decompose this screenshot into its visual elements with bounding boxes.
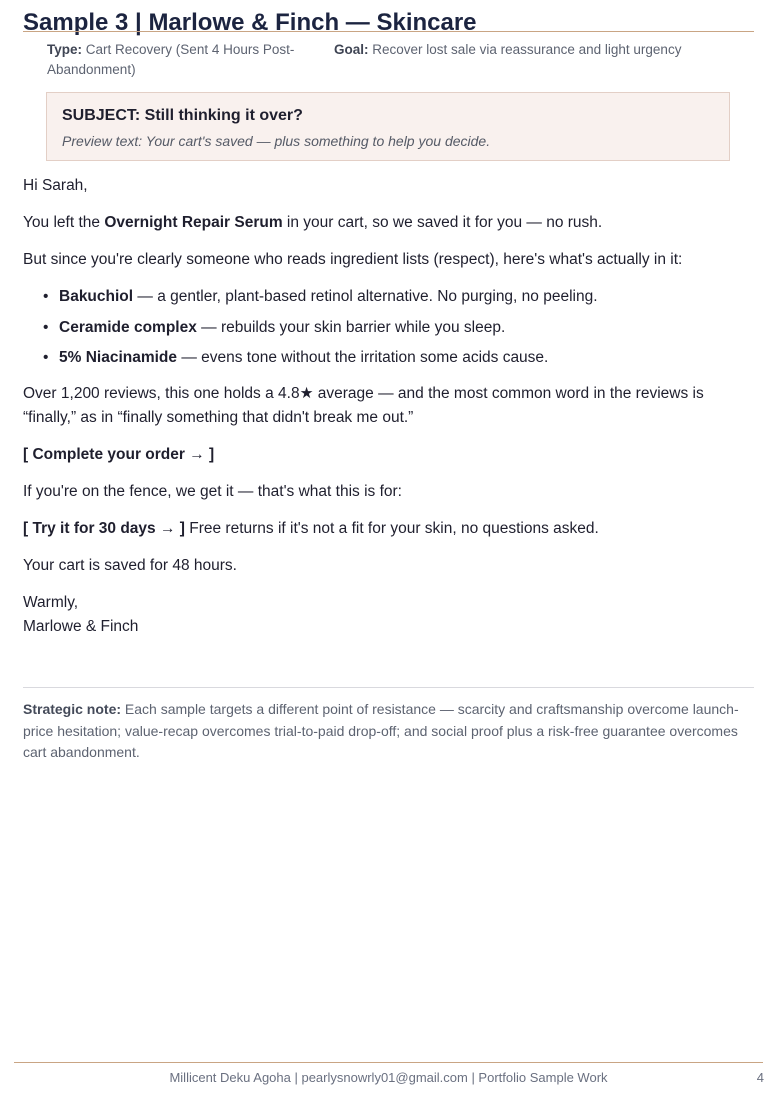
paragraph-reviews: Over 1,200 reviews, this one holds a 4.8★ average — and the most common word in the reviews is “finally,” as in “finally something that didn't break me out.” — [23, 385, 704, 426]
page-title: Sample 3 | Marlowe & Finch — Skincare — [23, 9, 477, 36]
trial-cta-row — [23, 517, 758, 541]
paragraph-cart-expiry: Your cart is saved for 48 hours. — [23, 557, 237, 574]
paragraph-fence: If you're on the fence, we get it — that's what this is for: — [23, 483, 402, 500]
bullet-icon: • — [43, 318, 49, 336]
strategic-note-divider — [23, 687, 754, 688]
strategic-note-label: Strategic note: — [23, 701, 122, 717]
page-number: 4 — [756, 1070, 764, 1085]
bullet-icon: • — [43, 349, 49, 366]
strategic-note-text: Each sample targets a different point of resistance — scarcity and craftsmanship overcome launch-price hesitation; value-recap overcomes trial-to-paid drop-off; and social proof plus a risk-free guarantee overcomes cart abandonment. — [23, 701, 739, 760]
product-name: Overnight Repair Serum — [104, 214, 283, 231]
goal-meta — [334, 40, 754, 60]
paragraph-text: You left the — [23, 214, 105, 231]
bullet-icon: • — [43, 288, 49, 305]
ingredient-name: Ceramide complex — [59, 318, 197, 336]
try-30-days-button[interactable]: [ Try it for 30 days → ] — [23, 520, 185, 537]
paragraph-cart-saved — [23, 211, 758, 235]
paragraph-text: in your cart, so we saved it for you — no rush. — [282, 214, 603, 231]
ingredient-description: — a gentler, plant-based retinol alternative. No purging, no peeling. — [133, 288, 598, 305]
paragraph-ingredients-intro: But since you're clearly someone who reads ingredient lists (respect), here's what's actually in it: — [23, 251, 683, 268]
list-item — [23, 346, 758, 370]
type-meta — [47, 40, 307, 80]
list-item — [23, 285, 758, 309]
list-item — [23, 316, 758, 340]
ingredient-name: 5% Niacinamide — [59, 349, 178, 366]
goal-value: Recover lost sale via reassurance and light urgency — [372, 42, 682, 57]
ingredient-description: — rebuilds your skin barrier while you sleep. — [196, 318, 506, 336]
goal-label: Goal: — [334, 42, 369, 57]
complete-order-cta-row — [23, 443, 758, 467]
type-label: Type: — [47, 42, 83, 57]
ingredient-list — [23, 285, 758, 370]
guarantee-text: Free returns if it's not a fit for your skin, no questions asked. — [184, 520, 599, 537]
signoff: Warmly, — [23, 594, 79, 611]
title-divider — [23, 31, 754, 32]
email-preview-text: Preview text: Your cart's saved — plus something to help you decide. — [62, 133, 491, 149]
signature: Marlowe & Finch — [23, 618, 139, 635]
subject-box — [46, 92, 730, 161]
footer-text: Millicent Deku Agoha | pearlysnowrly01@gmail.com | Portfolio Sample Work — [169, 1070, 608, 1085]
strategic-note — [23, 699, 753, 764]
footer-divider — [14, 1062, 763, 1063]
type-value: Cart Recovery (Sent 4 Hours Post-Abandonment) — [47, 42, 295, 77]
ingredient-description: — evens tone without the irritation some acids cause. — [177, 349, 549, 366]
greeting: Hi Sarah, — [23, 177, 88, 194]
email-subject: SUBJECT: Still thinking it over? — [62, 107, 303, 124]
ingredient-name: Bakuchiol — [59, 288, 134, 305]
complete-order-button[interactable]: [ Complete your order → ] — [23, 446, 215, 463]
email-body — [23, 174, 758, 639]
